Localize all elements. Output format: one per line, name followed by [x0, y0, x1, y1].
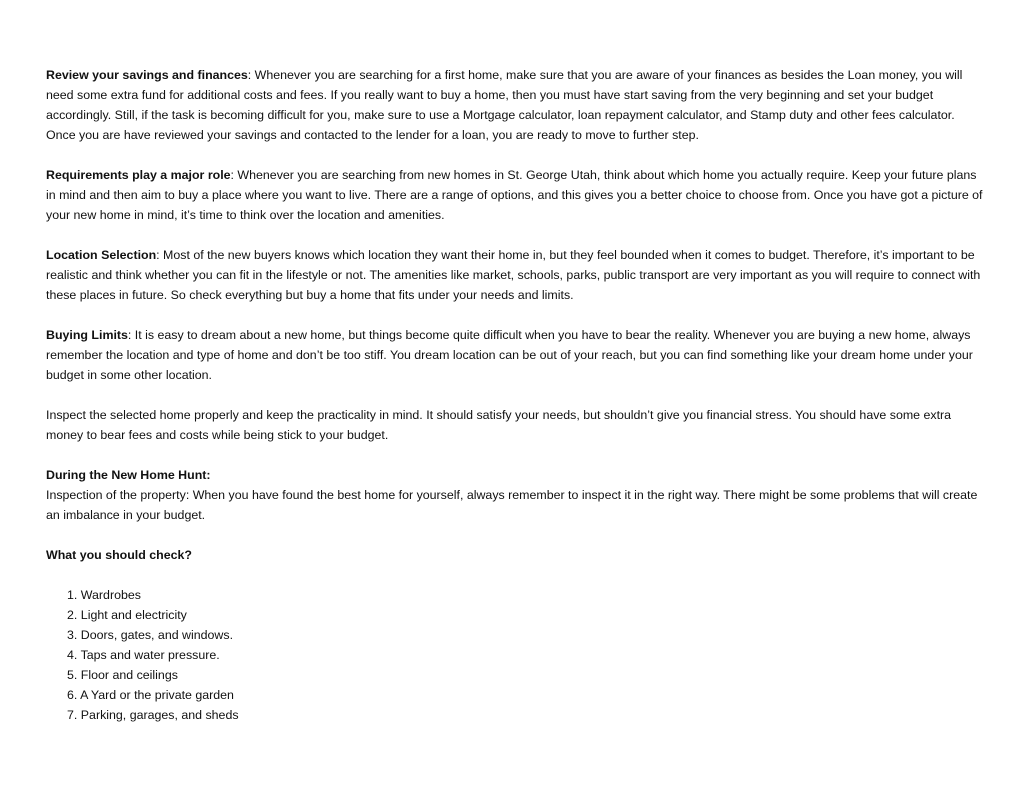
checklist-heading	[46, 545, 984, 565]
list-item	[67, 665, 984, 685]
list-item-number: 3.	[67, 628, 78, 642]
list-item-number: 2.	[67, 608, 78, 622]
paragraph-requirements	[46, 165, 984, 225]
list-item	[67, 585, 984, 605]
paragraph-buying-limits	[46, 325, 984, 385]
list-item-number: 1.	[67, 588, 78, 602]
paragraph-heading: Location Selection	[46, 248, 157, 262]
list-item	[67, 685, 984, 705]
list-item	[67, 705, 984, 725]
list-item	[67, 605, 984, 625]
document-page	[46, 65, 984, 725]
list-item-text: Floor and ceilings	[80, 668, 178, 682]
list-item	[67, 625, 984, 645]
paragraph-heading: Requirements play a major role	[46, 168, 231, 182]
list-item-text: Light and electricity	[80, 608, 187, 622]
checklist	[46, 585, 984, 725]
paragraph-heading: Review your savings and finances	[46, 68, 248, 82]
paragraph-location	[46, 245, 984, 305]
paragraph-savings	[46, 65, 984, 145]
home-hunt-heading: During the New Home Hunt:	[46, 468, 211, 482]
list-item-number: 7.	[67, 708, 78, 722]
paragraph-body: : Whenever you are searching for a first home, make sure that you are aware of your finances as besides the Loan money, you will need some extra fund for additional costs and fees. If you really want to buy a home, then you must have start saving from the very beginning and set your budget accordingly. Still, if the task is becoming difficult for you, make sure to use a Mortgage calculator, loan repayment calculator, and Stamp duty and other fees calculator. Once you are have reviewed your savings and contacted to the lender for a loan, you are ready to move to further step.	[46, 68, 963, 142]
list-item-text: Taps and water pressure.	[80, 648, 220, 662]
home-hunt-body: Inspection of the property: When you have found the best home for yourself, always remember to inspect it in the right way. There might be some problems that will create an imbalance in your budget.	[46, 488, 978, 522]
list-item-text: Doors, gates, and windows.	[80, 628, 234, 642]
checklist-heading-text: What you should check?	[46, 548, 192, 562]
paragraph-inspect: Inspect the selected home properly and keep the practicality in mind. It should satisfy your needs, but shouldn’t give you financial stress. You should have some extra money to bear fees and costs while being stick to your budget.	[46, 408, 952, 442]
list-item-text: A Yard or the private garden	[80, 688, 234, 702]
paragraph-home-hunt	[46, 465, 984, 525]
paragraph-body: : Most of the new buyers knows which location they want their home in, but they feel bounded when it comes to budget. Therefore, it’s important to be realistic and think whether you can fit in the lifestyle or not. The amenities like market, schools, parks, public transport are very important as you will require to connect with these places in future. So check everything but buy a home that fits under your needs and limits.	[46, 248, 981, 302]
paragraph-body: : It is easy to dream about a new home, but things become quite difficult when you have to bear the reality. Whenever you are buying a new home, always remember the location and type of home and don’t be too stiff. You dream location can be out of your reach, but you can find something like your dream home under your budget in some other location.	[46, 328, 973, 382]
list-item-text: Wardrobes	[80, 588, 141, 602]
paragraph-heading: Buying Limits	[46, 328, 128, 342]
list-item	[67, 645, 984, 665]
list-item-text: Parking, garages, and sheds	[80, 708, 239, 722]
list-item-number: 5.	[67, 668, 78, 682]
list-item-number: 6.	[67, 688, 78, 702]
paragraph-body: : Whenever you are searching from new homes in St. George Utah, think about which home you actually require. Keep your future plans in mind and then aim to buy a place where you want to live. There are a range of options, and this gives you a better choice to choose from. Once you have got a picture of your new home in mind, it’s time to think over the location and amenities.	[46, 168, 983, 222]
list-item-number: 4.	[67, 648, 78, 662]
